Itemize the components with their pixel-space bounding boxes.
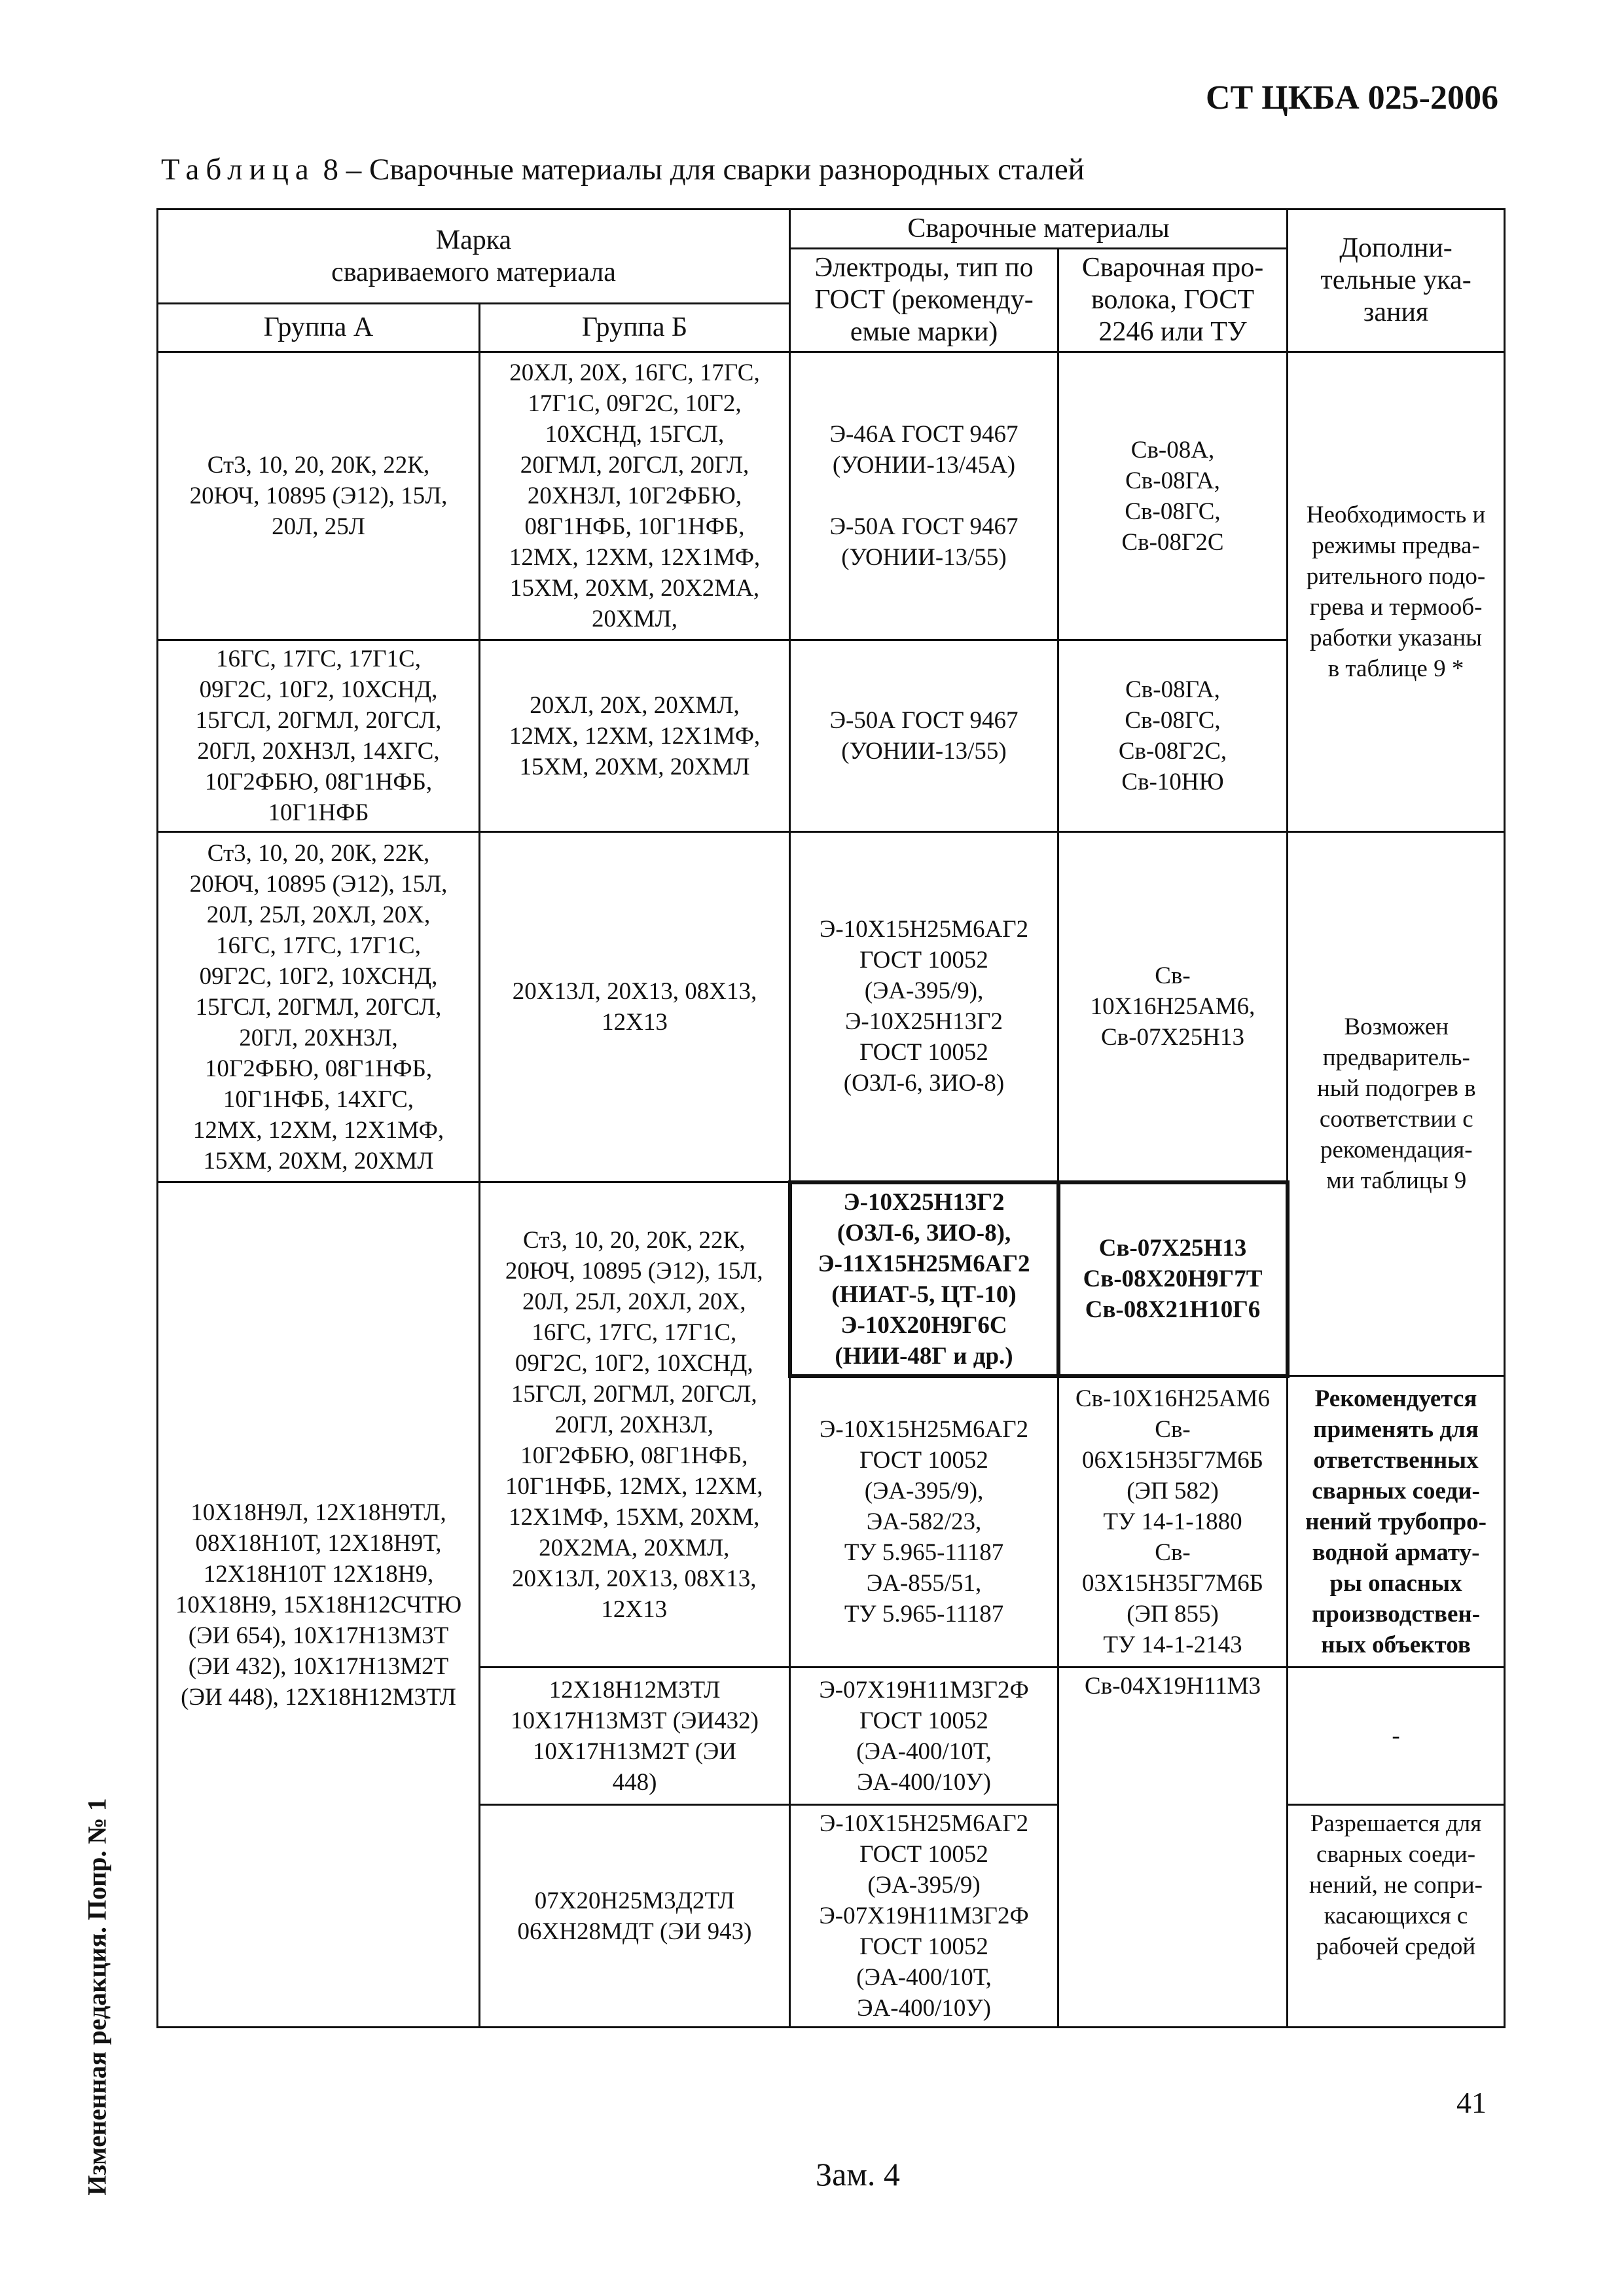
cell-line: (ЭИ 432), 10Х17Н13М2Т <box>188 1652 449 1680</box>
cell-r2-group-a <box>158 640 480 832</box>
welding-materials-table <box>156 208 1506 2028</box>
cell-line: Э-10Х15Н25М6АГ2 <box>819 916 1029 943</box>
cell-line: (ОЗЛ-6, ЗИО-8), <box>837 1219 1011 1247</box>
cell-line: ответственных <box>1313 1446 1479 1474</box>
cell-line: в таблице 9 * <box>1327 655 1464 682</box>
cell-line: 10Г1НФБ, 14ХГС, <box>223 1085 414 1113</box>
header-wire <box>1058 249 1288 352</box>
cell-r3-electrodes <box>790 832 1058 1182</box>
cell-line: (ЭИ 654), 10Х17Н13М3Т <box>188 1622 449 1649</box>
cell-line: грева и термооб- <box>1309 594 1483 621</box>
cell-line: ГОСТ 10052 <box>859 1039 988 1066</box>
cell-line: Э-07Х19Н11М3Г2Ф <box>819 1676 1029 1704</box>
cell-r6-wire <box>1058 1667 1288 2028</box>
cell-line: 10ХСНД, 15ГСЛ, <box>545 421 725 448</box>
cell-line: 06ХН28МДТ (ЭИ 943) <box>517 1918 752 1945</box>
cell-r1-electrodes <box>790 352 1058 640</box>
cell-line: тельные ука- <box>1320 265 1471 295</box>
header-group-b: Группа Б <box>480 304 790 352</box>
cell-line: 12МХ, 12ХМ, 12Х1МФ, <box>509 544 761 571</box>
cell-line: - <box>1392 1722 1400 1749</box>
cell-line: рительного подо- <box>1306 563 1486 590</box>
cell-r4-electrodes <box>790 1182 1058 1376</box>
cell-line: 2246 или ТУ <box>1098 317 1247 347</box>
cell-line: 12Х13 <box>602 1009 668 1036</box>
cell-line: свариваемого материала <box>331 257 616 287</box>
cell-r3-group-b <box>480 832 790 1182</box>
caption-word: Таблица <box>161 153 316 187</box>
cell-line: 15ХМ, 20ХМ, 20ХМЛ <box>519 753 750 780</box>
cell-line: касающихся с <box>1324 1903 1468 1929</box>
cell-line: ТУ 5.965-11187 <box>844 1601 1004 1628</box>
cell-line: 20ГЛ, 20ХН3Л, <box>554 1411 713 1438</box>
header-group-a: Группа А <box>158 304 480 352</box>
cell-line: (УОНИИ-13/55) <box>841 738 1007 765</box>
cell-line: Электроды, тип по <box>814 253 1034 283</box>
cell-line: 12МХ, 12ХМ, 12Х1МФ, <box>509 722 761 750</box>
header-welding-materials: Сварочные материалы <box>790 210 1288 249</box>
cell-r1-group-b <box>480 352 790 640</box>
cell-line <box>794 481 1054 511</box>
cell-r4-group-a <box>158 1182 480 2028</box>
cell-line: Св-08Г2С <box>1121 528 1224 556</box>
caption-text: 8 – Сварочные материалы для сварки разнородных сталей <box>315 153 1085 187</box>
cell-r1-notes <box>1288 352 1505 832</box>
cell-line: 16ГС, 17ГС, 17Г1С, <box>216 932 421 959</box>
cell-line: 12Х1МФ, 15ХМ, 20ХМ, <box>509 1503 760 1531</box>
cell-line: 20Л, 25Л, 20ХЛ, 20Х, <box>522 1288 746 1315</box>
cell-line: 20Л, 25Л <box>272 513 365 540</box>
cell-r6-notes <box>1288 1667 1505 1805</box>
cell-line: 20ГМЛ, 20ГСЛ, 20ГЛ, <box>520 452 749 479</box>
cell-line: 09Г2С, 10Г2, 10ХСНД, <box>514 1349 753 1377</box>
cell-line: 20ХН3Л, 10Г2ФБЮ, <box>527 483 742 509</box>
cell-line: 20ХЛ, 20Х, 16ГС, 17ГС, <box>509 359 760 386</box>
cell-line: 16ГС, 17ГС, 17Г1С, <box>216 646 421 672</box>
cell-r2-wire <box>1058 640 1288 832</box>
cell-line: (УОНИИ-13/55) <box>841 544 1007 571</box>
cell-line: нений, не сопри- <box>1309 1872 1483 1899</box>
cell-line: ГОСТ (рекоменду- <box>814 285 1034 315</box>
cell-line: Э-50А ГОСТ 9467 <box>829 513 1019 540</box>
cell-line: Св-08Х21Н10Г6 <box>1085 1296 1261 1323</box>
cell-line: ТУ 14-1-1880 <box>1103 1508 1242 1536</box>
cell-line: сварных соеди- <box>1316 1841 1476 1868</box>
cell-line: 17Г1С, 09Г2С, 10Г2, <box>528 390 742 417</box>
cell-line: соответствии с <box>1319 1106 1473 1133</box>
cell-line: Св-08ГА, <box>1125 676 1220 703</box>
cell-line: (ЭА-400/10Т, <box>856 1738 992 1765</box>
cell-line: рекомендация- <box>1320 1137 1473 1163</box>
cell-line: 20ЮЧ, 10895 (Э12), 15Л, <box>505 1257 763 1285</box>
cell-line: 10Х18Н9, 15Х18Н12СЧТЮ <box>175 1591 462 1618</box>
cell-line: Рекомендуется <box>1314 1385 1477 1412</box>
cell-line: Возможен <box>1344 1013 1449 1040</box>
cell-line: Св-04Х19Н11М3 <box>1085 1673 1261 1700</box>
cell-r2-electrodes <box>790 640 1058 832</box>
cell-line: 20Х2МА, 20ХМЛ, <box>539 1534 730 1561</box>
cell-line: (ОЗЛ-6, ЗИО-8) <box>843 1070 1005 1097</box>
cell-line: Э-10Х15Н25М6АГ2 <box>819 1416 1029 1444</box>
cell-line: Св-07Х25Н13 <box>1098 1235 1247 1262</box>
cell-line: (ЭА-395/9), <box>864 977 984 1005</box>
cell-line: Э-10Х20Н9Г6С <box>840 1311 1007 1339</box>
cell-line: нений трубопро- <box>1305 1508 1487 1535</box>
cell-line: (НИИ-48Г и др.) <box>835 1342 1013 1370</box>
document-code: СТ ЦКБА 025-2006 <box>1206 79 1498 117</box>
cell-r7-group-b <box>480 1805 790 2028</box>
cell-line: Сварочная про- <box>1081 253 1264 283</box>
cell-line: (ЭП 582) <box>1127 1478 1219 1505</box>
cell-line: Св-08А, <box>1130 436 1215 464</box>
cell-line: волока, ГОСТ <box>1091 285 1255 315</box>
cell-line: режимы предва- <box>1312 532 1480 559</box>
cell-line: (ЭА-400/10Т, <box>856 1964 992 1991</box>
cell-line: Разрешается для <box>1310 1810 1482 1837</box>
cell-line: (НИАТ-5, ЦТ-10) <box>831 1281 1017 1308</box>
cell-line: ГОСТ 10052 <box>859 947 988 974</box>
cell-r6-electrodes <box>790 1667 1058 1805</box>
cell-line: 08Х18Н10Т, 12Х18Н9Т, <box>195 1529 442 1557</box>
cell-line: ГОСТ 10052 <box>859 1933 988 1960</box>
cell-line: (ЭА-395/9) <box>867 1872 981 1899</box>
cell-line: ми таблицы 9 <box>1326 1167 1467 1194</box>
cell-line: ры опасных <box>1329 1569 1462 1597</box>
cell-line: Э-46А ГОСТ 9467 <box>829 421 1019 448</box>
cell-r1-wire <box>1058 352 1288 640</box>
cell-line: 10Х17Н13М2Т (ЭИ <box>532 1738 737 1765</box>
cell-line: емые марки) <box>850 317 998 347</box>
cell-line: 12Х18Н10Т 12Х18Н9, <box>203 1560 434 1588</box>
cell-line: 20Х13Л, 20Х13, 08Х13, <box>512 978 757 1005</box>
cell-line: зания <box>1363 297 1429 327</box>
cell-line: Св-10Х16Н25АМ6 <box>1075 1385 1271 1413</box>
cell-line: 20ХЛ, 20Х, 20ХМЛ, <box>530 691 740 719</box>
cell-line: Ст3, 10, 20, 20К, 22К, <box>207 839 430 867</box>
cell-line: 12Х13 <box>601 1595 668 1623</box>
cell-line: Э-10Х25Н13Г2 <box>843 1188 1005 1216</box>
cell-line: 10Х17Н13М3Т (ЭИ432) <box>511 1707 759 1734</box>
cell-line: 10Г2ФБЮ, 08Г1НФБ, <box>204 769 433 795</box>
cell-r7-notes <box>1288 1805 1505 2028</box>
cell-line: производствен- <box>1311 1600 1481 1628</box>
footer-text: Зам. 4 <box>816 2156 900 2193</box>
cell-line: Св-07Х25Н13 <box>1101 1023 1244 1051</box>
cell-line: Ст3, 10, 20, 20К, 22К, <box>207 452 430 479</box>
cell-line: Э-10Х25Н13Г2 <box>844 1008 1003 1036</box>
footer-change-note <box>0 2155 1624 2193</box>
cell-line: 03Х15Н35Г7М6Б <box>1082 1570 1263 1597</box>
cell-line: (ЭП 855) <box>1127 1601 1219 1628</box>
cell-line: 12МХ, 12ХМ, 12Х1МФ, <box>192 1116 444 1144</box>
cell-line: 15ГСЛ, 20ГМЛ, 20ГСЛ, <box>195 707 442 734</box>
cell-r2-group-b <box>480 640 790 832</box>
cell-line: Ст3, 10, 20, 20К, 22К, <box>523 1226 746 1254</box>
cell-line: рабочей средой <box>1316 1933 1476 1960</box>
cell-line: 20ЮЧ, 10895 (Э12), 15Л, <box>189 483 448 509</box>
cell-line: 10Г2ФБЮ, 08Г1НФБ, <box>204 1055 433 1082</box>
cell-line: Св-08ГС, <box>1125 707 1221 734</box>
table-caption <box>161 152 1085 187</box>
cell-r5-notes <box>1288 1376 1505 1667</box>
cell-line: (УОНИИ-13/45А) <box>832 452 1016 479</box>
cell-line: ЭА-400/10У) <box>857 1995 991 2022</box>
cell-line: ТУ 5.965-11187 <box>844 1539 1004 1567</box>
cell-r3-group-a <box>158 832 480 1182</box>
cell-r5-wire <box>1058 1376 1288 1667</box>
cell-line: 16ГС, 17ГС, 17Г1С, <box>532 1319 737 1346</box>
cell-line: 12Х18Н12М3ТЛ <box>549 1676 721 1704</box>
cell-line: 20ХМЛ, <box>592 606 677 632</box>
cell-line: 20ЮЧ, 10895 (Э12), 15Л, <box>189 870 448 898</box>
cell-line: предваритель- <box>1322 1044 1470 1071</box>
cell-r7-electrodes <box>790 1805 1058 2028</box>
cell-line: Св- <box>1155 1539 1191 1567</box>
cell-line: ГОСТ 10052 <box>859 1447 988 1474</box>
cell-line: Э-50А ГОСТ 9467 <box>829 707 1019 734</box>
cell-line: 06Х15Н35Г7М6Б <box>1082 1447 1263 1474</box>
cell-line: Св-08ГС, <box>1125 498 1221 525</box>
cell-line: ЭА-582/23, <box>866 1508 982 1536</box>
cell-line: ЭА-400/10У) <box>857 1768 991 1796</box>
cell-line: 15ГСЛ, 20ГМЛ, 20ГСЛ, <box>195 993 442 1021</box>
cell-line: 15ХМ, 20ХМ, 20Х2МА, <box>509 575 760 602</box>
page-number: 41 <box>1456 2086 1487 2119</box>
cell-line: сварных соеди- <box>1312 1477 1480 1504</box>
cell-line: Св-10НЮ <box>1121 769 1224 795</box>
cell-line: ГОСТ 10052 <box>859 1707 988 1734</box>
cell-r5-electrodes <box>790 1376 1058 1667</box>
cell-line: Св- <box>1155 1416 1191 1444</box>
cell-line: 07Х20Н25М3Д2ТЛ <box>534 1887 735 1914</box>
cell-r3-notes <box>1288 832 1505 1376</box>
cell-line: Св-08ГА, <box>1125 467 1220 494</box>
cell-line: 10Х18Н9Л, 12Х18Н9ТЛ, <box>190 1499 446 1526</box>
cell-line: водной армату- <box>1312 1539 1480 1566</box>
cell-line: (ЭИ 448), 12Х18Н12М3ТЛ <box>181 1683 456 1711</box>
cell-r6-group-b <box>480 1667 790 1805</box>
cell-line: 10Г1НФБ, 12МХ, 12ХМ, <box>505 1472 763 1500</box>
cell-line: работки указаны <box>1310 625 1483 651</box>
cell-line: применять для <box>1313 1415 1479 1443</box>
cell-r3-wire <box>1058 832 1288 1182</box>
cell-line: Св-08Г2С, <box>1118 738 1227 765</box>
cell-line: ЭА-855/51, <box>866 1570 982 1597</box>
cell-line: (ЭА-395/9), <box>864 1478 984 1505</box>
cell-line: ГОСТ 10052 <box>859 1841 988 1868</box>
header-notes <box>1288 210 1505 352</box>
cell-line: Дополни- <box>1339 233 1453 263</box>
cell-line: 09Г2С, 10Г2, 10ХСНД, <box>199 962 438 990</box>
cell-line: 20Х13Л, 20Х13, 08Х13, <box>512 1565 757 1592</box>
cell-line: 15ХМ, 20ХМ, 20ХМЛ <box>203 1147 434 1175</box>
cell-line: Св-08Х20Н9Г7Т <box>1083 1266 1263 1292</box>
cell-line: Марка <box>435 225 512 255</box>
cell-line: Э-11Х15Н25М6АГ2 <box>818 1250 1030 1277</box>
cell-line: 448) <box>612 1768 657 1796</box>
cell-line: ТУ 14-1-2143 <box>1103 1631 1242 1659</box>
cell-line: 20Л, 25Л, 20ХЛ, 20Х, <box>206 901 431 928</box>
cell-line: Э-07Х19Н11М3Г2Ф <box>819 1903 1029 1929</box>
cell-line: 10Г1НФБ <box>268 799 369 826</box>
cell-r1-group-a <box>158 352 480 640</box>
cell-line: 20ГЛ, 20ХН3Л, 14ХГС, <box>197 738 440 765</box>
cell-r4-group-b <box>480 1182 790 1667</box>
cell-line: 15ГСЛ, 20ГМЛ, 20ГСЛ, <box>511 1380 757 1408</box>
cell-line: 09Г2С, 10Г2, 10ХСНД, <box>199 676 438 703</box>
cell-line: 10Г2ФБЮ, 08Г1НФБ, <box>520 1442 748 1469</box>
header-grade <box>158 210 790 304</box>
cell-line: ный подогрев в <box>1316 1075 1476 1102</box>
cell-line: ных объектов <box>1321 1631 1471 1658</box>
cell-line: Необходимость и <box>1306 501 1486 528</box>
cell-line: 08Г1НФБ, 10Г1НФБ, <box>524 513 745 540</box>
header-electrodes <box>790 249 1058 352</box>
cell-line: Э-10Х15Н25М6АГ2 <box>819 1810 1029 1837</box>
revision-side-note: Измененная редакция. Попр. № 1 <box>82 1798 112 2196</box>
cell-r4-wire <box>1058 1182 1288 1376</box>
cell-line: Св- <box>1155 962 1191 989</box>
cell-line: 10Х16Н25АМ6, <box>1090 993 1255 1020</box>
cell-line: 20ГЛ, 20ХН3Л, <box>239 1024 398 1051</box>
